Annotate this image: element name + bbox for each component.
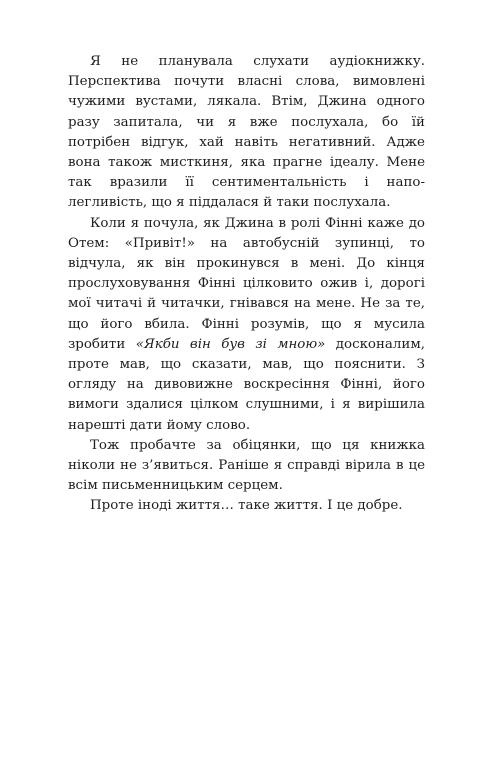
paragraph-1 — [68, 52, 425, 214]
paragraph-3 — [68, 436, 425, 497]
paragraph-2 — [68, 214, 425, 436]
book-page-text — [68, 52, 425, 517]
paragraph-2-text-b: досконалим, проте мав, що сказати, мав, що пояснити. З огляду на дивовижне воскресіння Фінні, його вимоги здалися цілком слушними, і я вирішила нарешті дати йому слово. — [68, 336, 426, 433]
paragraph-1-text: Я не планувала слухати аудіокнижку. Перспектива почути власні слова, вимовлені чужими вустами, лякала. Втім, Джина одного разу запитала, чи я вже послухала, бо їй потрібен відгук, хай навіть негативний. Адже вона також мисткиня, яка прагне ідеалу. Мене так вразили її сентиментальність і наполегливість, що я піддалася й таки послухала. — [68, 54, 425, 211]
paragraph-4 — [68, 496, 425, 516]
paragraph-3-text: Тож пробачте за обіцянки, що ця книжка ніколи не з’явиться. Раніше я справді вірила в це всім письменницьким серцем. — [68, 437, 425, 494]
paragraph-2-text-a: Коли я почула, як Джина в ролі Фінні каже до Отем: «Привіт!» на автобусній зупинці, то відчула, як він прокинувся в мені. До кінця прослуховування Фінні цілковито ожив і, дорогі мої читачі й читачки, гнівався на мене. Не за те, що його вбила. Фінні розумів, що я мусила зробити — [68, 215, 425, 352]
paragraph-4-text: Проте іноді життя… таке життя. І це добре. — [90, 498, 403, 514]
book-title-italic: «Якби він був зі мною» — [135, 336, 326, 352]
